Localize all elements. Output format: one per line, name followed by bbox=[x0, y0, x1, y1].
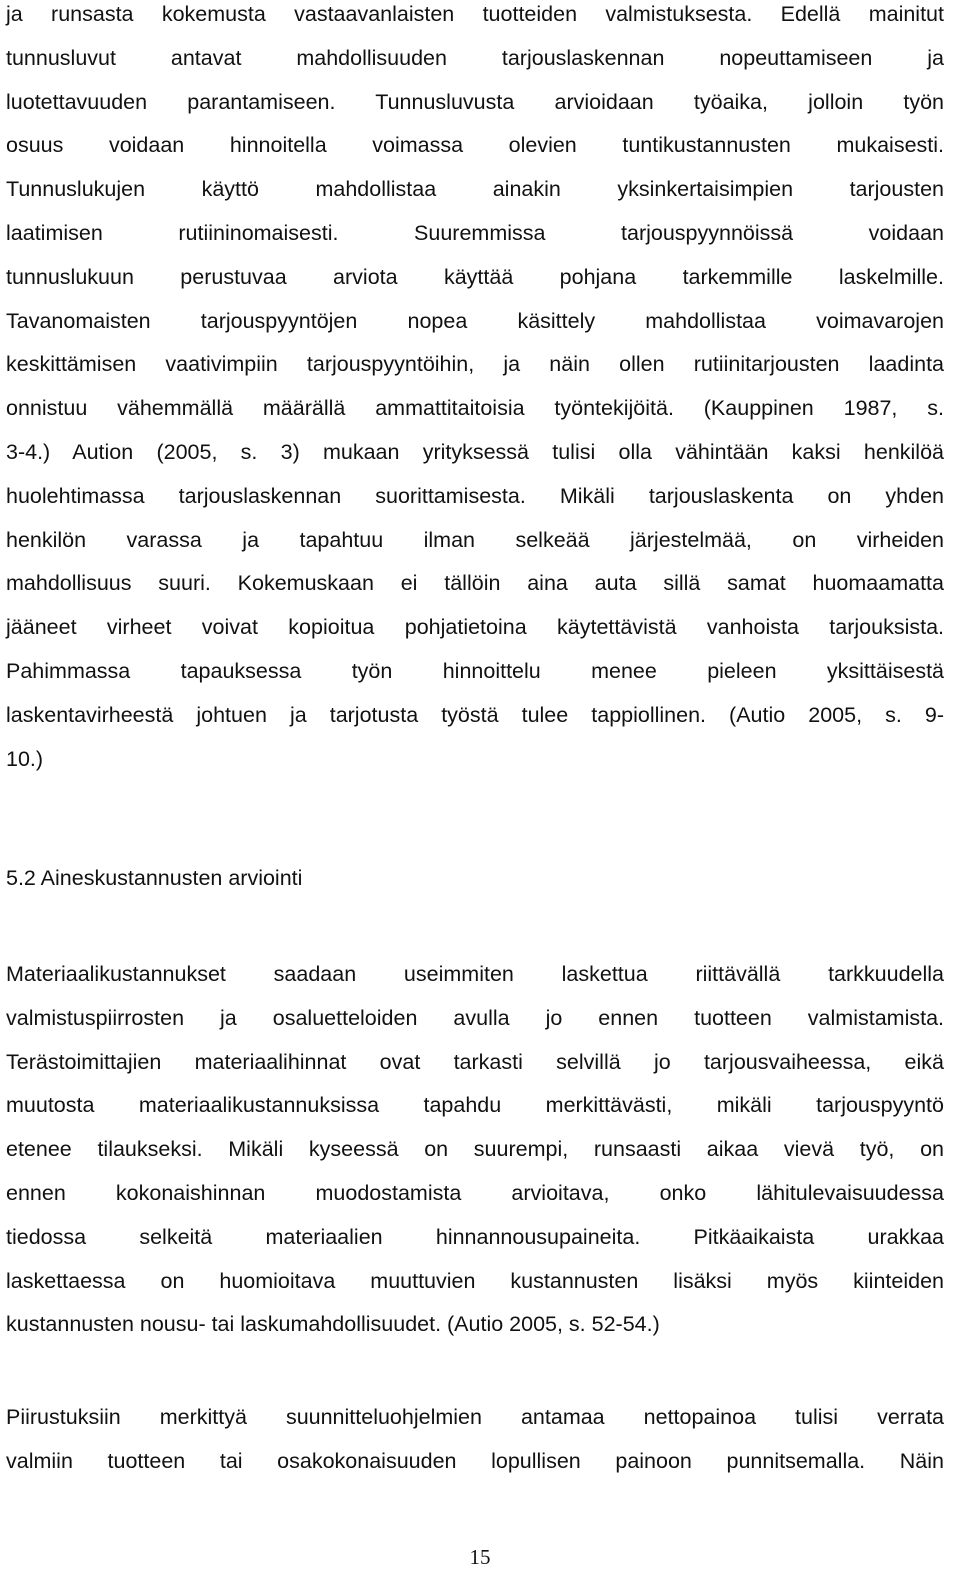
text-line: ennen kokonaishinnan muodostamista arvioitava, onko lähitulevaisuudessa bbox=[6, 1180, 944, 1205]
text-line: Piirustuksiin merkittyä suunnitteluohjelmien antamaa nettopainoa tulisi verrata bbox=[6, 1405, 944, 1429]
text-line: luotettavuuden parantamiseen. Tunnusluvusta arvioidaan työaika, jolloin työn bbox=[6, 89, 944, 114]
text-line: Pahimmassa tapauksessa työn hinnoittelu menee pieleen yksittäisestä bbox=[6, 658, 944, 683]
text-line: 10.) bbox=[6, 746, 44, 771]
text-line: keskittämisen vaativimpiin tarjouspyyntöihin, ja näin ollen rutiinitarjousten laadinta bbox=[6, 352, 944, 377]
text-line: etenee tilaukseksi. Mikäli kyseessä on suurempi, runsaasti aikaa vievä työ, on bbox=[6, 1137, 944, 1162]
text-line: henkilön varassa ja tapahtuu ilman selkeää järjestelmää, on virheiden bbox=[6, 527, 944, 552]
body-paragraph-3 bbox=[6, 1396, 944, 1484]
text-line: kustannusten nousu- tai laskumahdollisuudet. (Autio 2005, s. 52-54.) bbox=[6, 1312, 660, 1337]
text-line: tunnuslukuun perustuvaa arviota käyttää pohjana tarkemmille laskelmille. bbox=[6, 264, 944, 289]
text-line: Tavanomaisten tarjouspyyntöjen nopea käsittely mahdollistaa voimavarojen bbox=[6, 308, 944, 333]
text-line: osuus voidaan hinnoitella voimassa olevien tuntikustannusten mukaisesti. bbox=[6, 133, 944, 158]
text-line: laskettaessa on huomioitava muuttuvien kustannusten lisäksi myös kiinteiden bbox=[6, 1268, 944, 1293]
text-line: laatimisen rutiininomaisesti. Suuremmissa tarjouspyynnöissä voidaan bbox=[6, 220, 944, 245]
text-line: Tunnuslukujen käyttö mahdollistaa ainakin yksinkertaisimpien tarjousten bbox=[6, 177, 944, 202]
text-line: ja runsasta kokemusta vastaavanlaisten tuotteiden valmistuksesta. Edellä mainitut bbox=[6, 2, 944, 26]
text-line: Terästoimittajien materiaalihinnat ovat tarkasti selvillä jo tarjousvaiheessa, eikä bbox=[6, 1049, 944, 1074]
text-line: huolehtimassa tarjouslaskennan suorittamisesta. Mikäli tarjouslaskenta on yhden bbox=[6, 483, 944, 508]
text-line: onnistuu vähemmällä määrällä ammattitaitoisia työntekijöitä. (Kauppinen 1987, s. bbox=[6, 396, 944, 421]
text-line: valmiin tuotteen tai osakokonaisuuden lopullisen painoon punnitsemalla. Näin bbox=[6, 1448, 944, 1473]
text-line: Materiaalikustannukset saadaan useimmiten laskettua riittävällä tarkkuudella bbox=[6, 962, 944, 986]
text-line: valmistuspiirrosten ja osaluetteloiden avulla jo ennen tuotteen valmistamista. bbox=[6, 1005, 944, 1030]
text-line: tunnusluvut antavat mahdollisuuden tarjouslaskennan nopeuttamiseen ja bbox=[6, 45, 944, 70]
text-line: 3-4.) Aution (2005, s. 3) mukaan yrityksessä tulisi olla vähintään kaksi henkilöä bbox=[6, 439, 944, 464]
text-line: jääneet virheet voivat kopioitua pohjatietoina käytettävistä vanhoista tarjouksista. bbox=[6, 615, 944, 640]
text-line: mahdollisuus suuri. Kokemuskaan ei tällöin aina auta sillä samat huomaamatta bbox=[6, 571, 944, 596]
page-number: 15 bbox=[469, 1545, 491, 1569]
section-heading: 5.2 Aineskustannusten arviointi bbox=[6, 866, 303, 890]
text-line: muutosta materiaalikustannuksissa tapahdu merkittävästi, mikäli tarjouspyyntö bbox=[6, 1093, 944, 1118]
text-line: tiedossa selkeitä materiaalien hinnannousupaineita. Pitkäaikaista urakkaa bbox=[6, 1224, 944, 1249]
text-line: laskentavirheestä johtuen ja tarjotusta työstä tulee tappiollinen. (Autio 2005, s. 9- bbox=[6, 702, 944, 727]
body-paragraph-1 bbox=[6, 0, 944, 781]
body-paragraph-2 bbox=[6, 953, 944, 1347]
